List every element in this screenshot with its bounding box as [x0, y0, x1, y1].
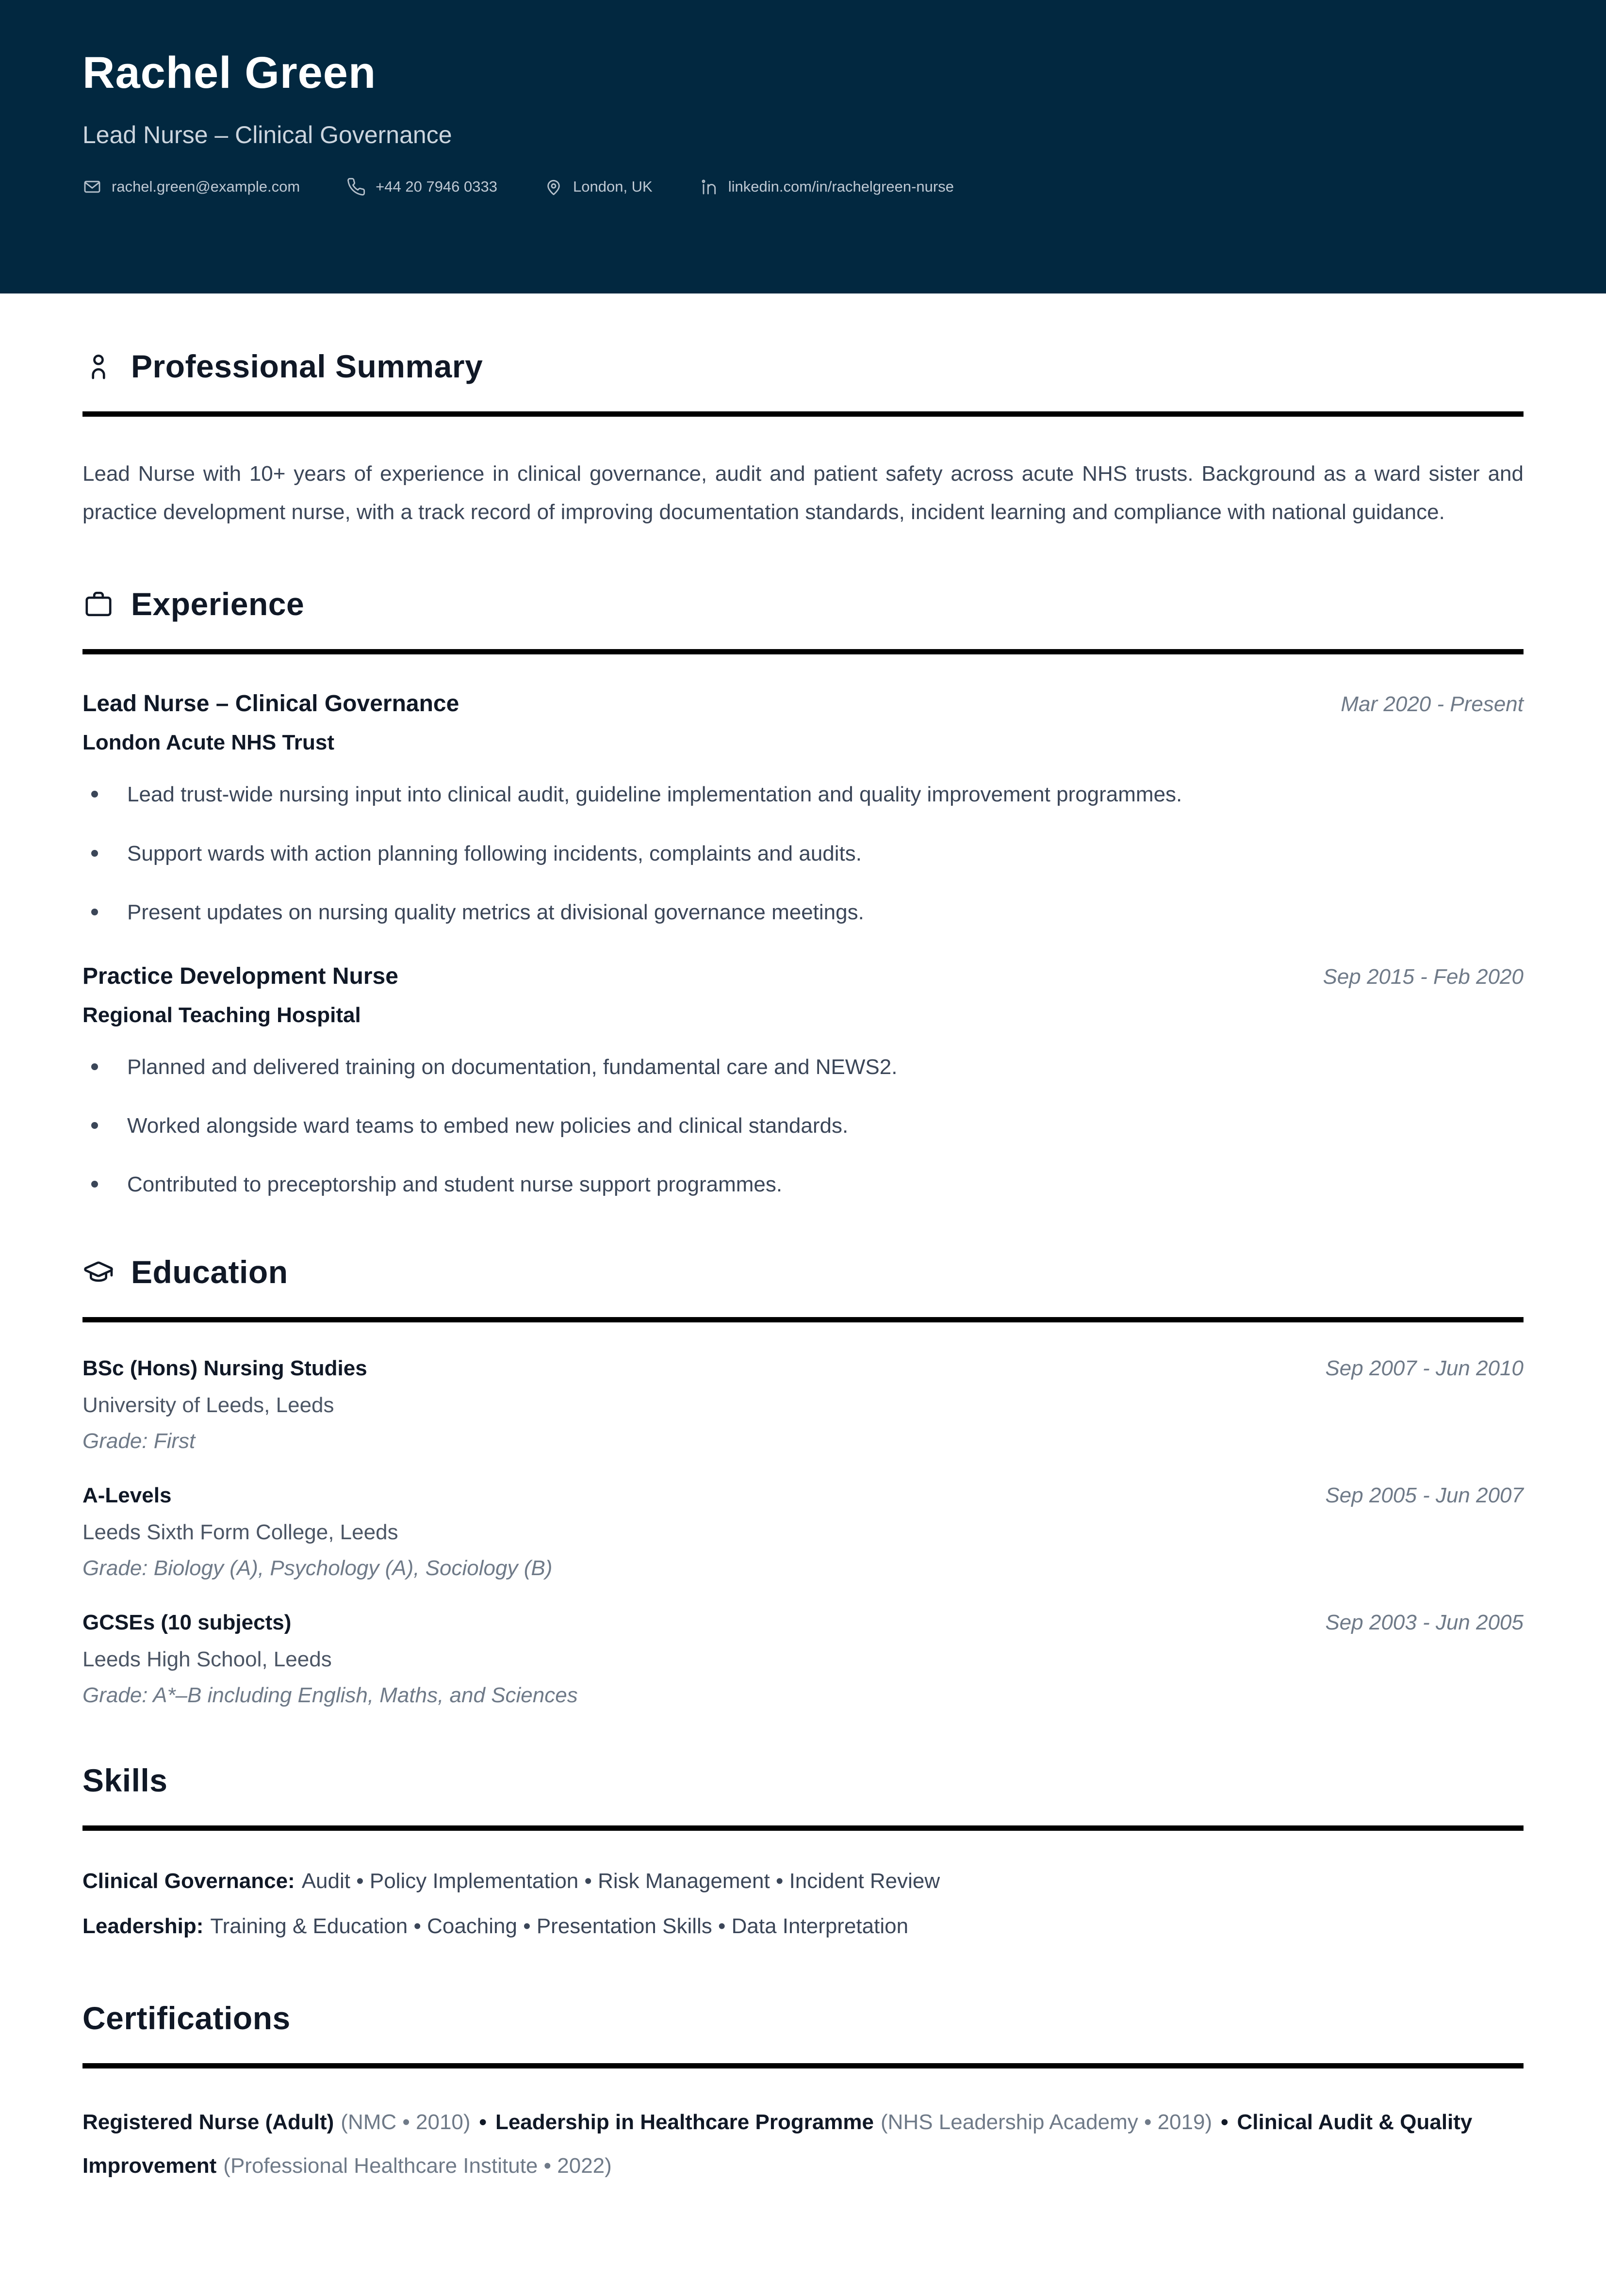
certification-detail: (NMC • 2010) [341, 2110, 471, 2134]
degree-title: GCSEs (10 subjects) [82, 1610, 292, 1634]
experience-heading: Experience [131, 586, 305, 622]
section-skills [82, 1762, 1524, 1945]
job-dates: Mar 2020 - Present [1341, 692, 1524, 716]
section-education [82, 1254, 1524, 1708]
contact-linkedin [699, 177, 954, 196]
certification-detail: (NHS Leadership Academy • 2019) [881, 2110, 1213, 2134]
degree-row [82, 1483, 1524, 1508]
certification-separator: • [1221, 2110, 1229, 2134]
contact-location-text: London, UK [573, 178, 653, 195]
section-experience [82, 586, 1524, 1199]
job-company: Regional Teaching Hospital [82, 1003, 361, 1027]
skill-category: Clinical Governance: [82, 1869, 295, 1893]
education-section-header [82, 1254, 1524, 1290]
section-professional-summary [82, 348, 1524, 531]
grade: Grade: A*–B including English, Maths, and Sciences [82, 1683, 578, 1707]
summary-text: Lead Nurse with 10+ years of experience in clinical governance, audit and patient safety across acute NHS trusts. Background as a ward sister and practice development nurse, with a track record of improving documentation standards, incident learning and compliance with national guidance. [82, 462, 1524, 524]
job-company: London Acute NHS Trust [82, 731, 335, 755]
experience-section-header [82, 586, 1524, 622]
person-title: Lead Nurse – Clinical Governance [82, 121, 452, 149]
job-title-row [82, 690, 1524, 717]
grade: Grade: Biology (A), Psychology (A), Sociology (B) [82, 1556, 553, 1580]
education-dates: Sep 2005 - Jun 2007 [1325, 1483, 1524, 1507]
graduation-cap-icon [82, 1256, 115, 1288]
institution: Leeds Sixth Form College, Leeds [82, 1520, 398, 1544]
certifications-section-header [82, 2000, 1524, 2036]
certification-name: Leadership in Healthcare Programme [495, 2110, 874, 2134]
section-divider [82, 411, 1524, 417]
degree-row [82, 1356, 1524, 1381]
certification-name: Registered Nurse (Adult) [82, 2110, 334, 2134]
contact-email [82, 177, 300, 196]
section-certifications [82, 2000, 1524, 2188]
skill-line [82, 1862, 1524, 1900]
skill-values: Audit • Policy Implementation • Risk Management • Incident Review [301, 1869, 940, 1893]
certification-detail: (Professional Healthcare Institute • 2022) [223, 2154, 612, 2178]
job-title: Lead Nurse – Clinical Governance [82, 691, 459, 717]
job-entry [82, 690, 1524, 927]
education-dates: Sep 2007 - Jun 2010 [1325, 1356, 1524, 1380]
phone-icon [346, 177, 366, 196]
education-heading: Education [131, 1254, 288, 1290]
contact-phone-text: +44 20 7946 0333 [376, 178, 497, 195]
job-entry [82, 963, 1524, 1199]
education-dates: Sep 2003 - Jun 2005 [1325, 1610, 1524, 1634]
section-divider [82, 649, 1524, 654]
skills-section-header [82, 1762, 1524, 1799]
user-icon [82, 350, 115, 382]
degree-row [82, 1611, 1524, 1635]
skill-values: Training & Education • Coaching • Presentation Skills • Data Interpretation [210, 1914, 909, 1938]
person-name: Rachel Green [82, 48, 377, 98]
job-bullet: Support wards with action planning following incidents, complaints and audits. [127, 839, 1524, 868]
certification-name: Clinical Audit & Quality Improvement [82, 2110, 1473, 2178]
job-bullet: Planned and delivered training on documentation, fundamental care and NEWS2. [127, 1053, 1524, 1081]
location-icon [544, 177, 563, 196]
linkedin-icon [699, 177, 719, 196]
education-entry [82, 1611, 1524, 1708]
job-bullet: Lead trust-wide nursing input into clinical audit, guideline implementation and quality improvement programmes. [127, 780, 1524, 809]
skill-line [82, 1907, 1524, 1945]
certification-separator: • [479, 2110, 487, 2134]
grade: Grade: First [82, 1429, 196, 1453]
institution: Leeds High School, Leeds [82, 1647, 332, 1671]
contact-linkedin-text: linkedin.com/in/rachelgreen-nurse [728, 178, 954, 195]
contact-email-text: rachel.green@example.com [112, 178, 300, 195]
job-bullet: Present updates on nursing quality metrics at divisional governance meetings. [127, 898, 1524, 927]
email-icon [82, 177, 102, 196]
resume-body [0, 348, 1606, 2188]
summary-heading: Professional Summary [131, 348, 483, 384]
skills-list [82, 1862, 1524, 1945]
job-title: Practice Development Nurse [82, 963, 398, 989]
section-divider [82, 1825, 1524, 1831]
job-bullet: Contributed to preceptorship and student nurse support programmes. [127, 1170, 1524, 1199]
job-bullet-list [82, 780, 1524, 927]
job-dates: Sep 2015 - Feb 2020 [1323, 964, 1524, 989]
education-entry [82, 1483, 1524, 1580]
degree-title: BSc (Hons) Nursing Studies [82, 1356, 367, 1380]
section-divider [82, 2063, 1524, 2068]
contact-row [82, 177, 1524, 196]
institution: University of Leeds, Leeds [82, 1393, 334, 1417]
certifications-heading: Certifications [82, 2000, 291, 2036]
contact-location [544, 177, 653, 196]
header [0, 0, 1606, 293]
degree-title: A-Levels [82, 1483, 172, 1507]
job-title-row [82, 963, 1524, 990]
section-divider [82, 1317, 1524, 1322]
summary-section-header [82, 348, 1524, 385]
briefcase-icon [82, 588, 115, 620]
skill-category: Leadership: [82, 1914, 204, 1938]
contact-phone [346, 177, 497, 196]
education-entry [82, 1356, 1524, 1453]
job-bullet-list [82, 1053, 1524, 1199]
job-bullet: Worked alongside ward teams to embed new policies and clinical standards. [127, 1111, 1524, 1140]
certifications-text [82, 2101, 1524, 2188]
skills-heading: Skills [82, 1762, 168, 1798]
